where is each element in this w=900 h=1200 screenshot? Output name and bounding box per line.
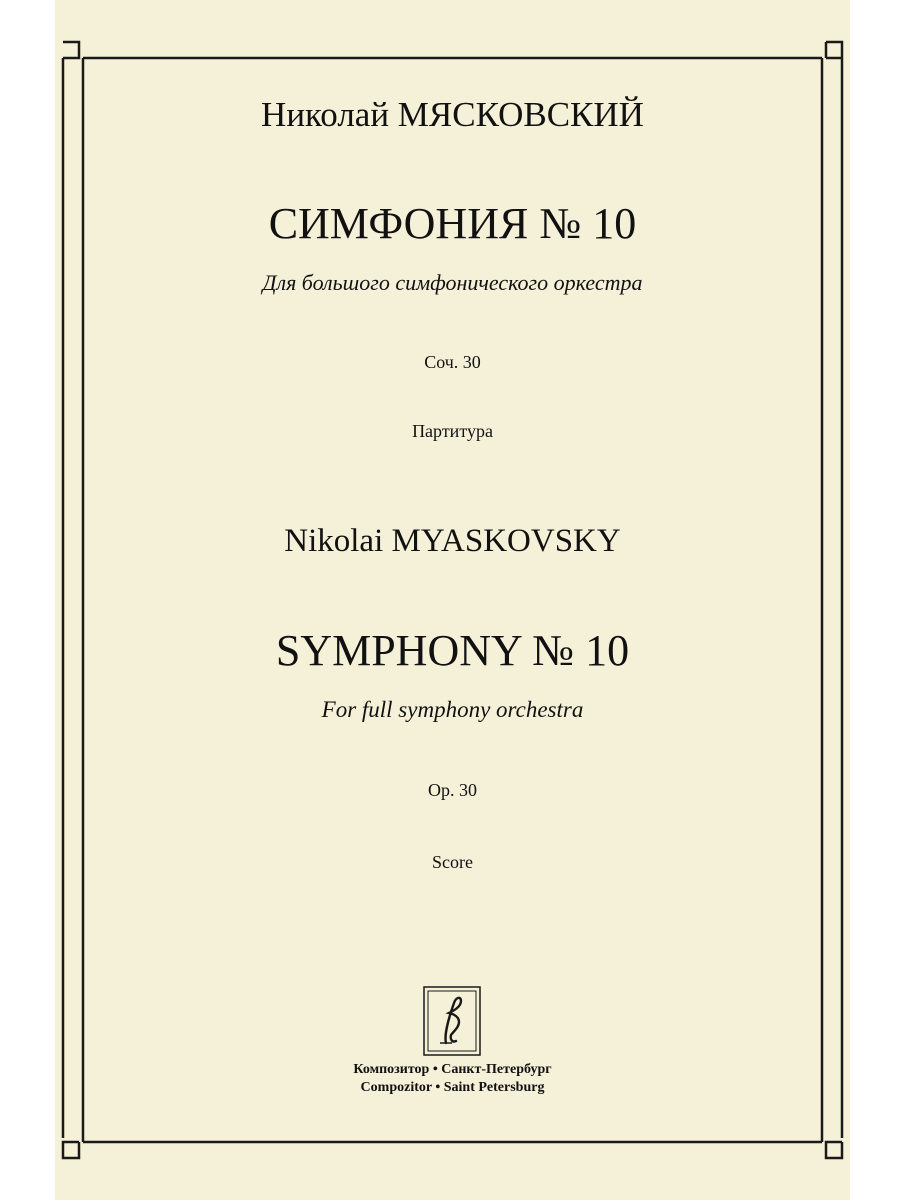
- instrumentation-ru: Для большого симфонического оркестра: [262, 270, 643, 295]
- instrumentation-en: For full symphony orchestra: [321, 697, 584, 722]
- work-title-ru: СИМФОНИЯ № 10: [268, 199, 637, 248]
- score-cover: [55, 0, 850, 1200]
- composer-name-ru: Николай МЯСКОВСКИЙ: [261, 95, 644, 134]
- work-title-en: SYMPHONY № 10: [275, 626, 630, 675]
- edition-type-ru: Партитура: [412, 421, 493, 441]
- composer-name-en: Nikolai MYASKOVSKY: [284, 523, 621, 559]
- opus-number-en: Op. 30: [428, 780, 477, 800]
- publisher-line-ru: Композитор • Санкт-Петербург: [353, 1062, 552, 1077]
- edition-type-en: Score: [432, 852, 473, 872]
- publisher-line-en: Compozitor • Saint Petersburg: [360, 1080, 545, 1095]
- opus-number-ru: Соч. 30: [424, 352, 481, 372]
- publisher-k-logo-icon: [422, 985, 482, 1057]
